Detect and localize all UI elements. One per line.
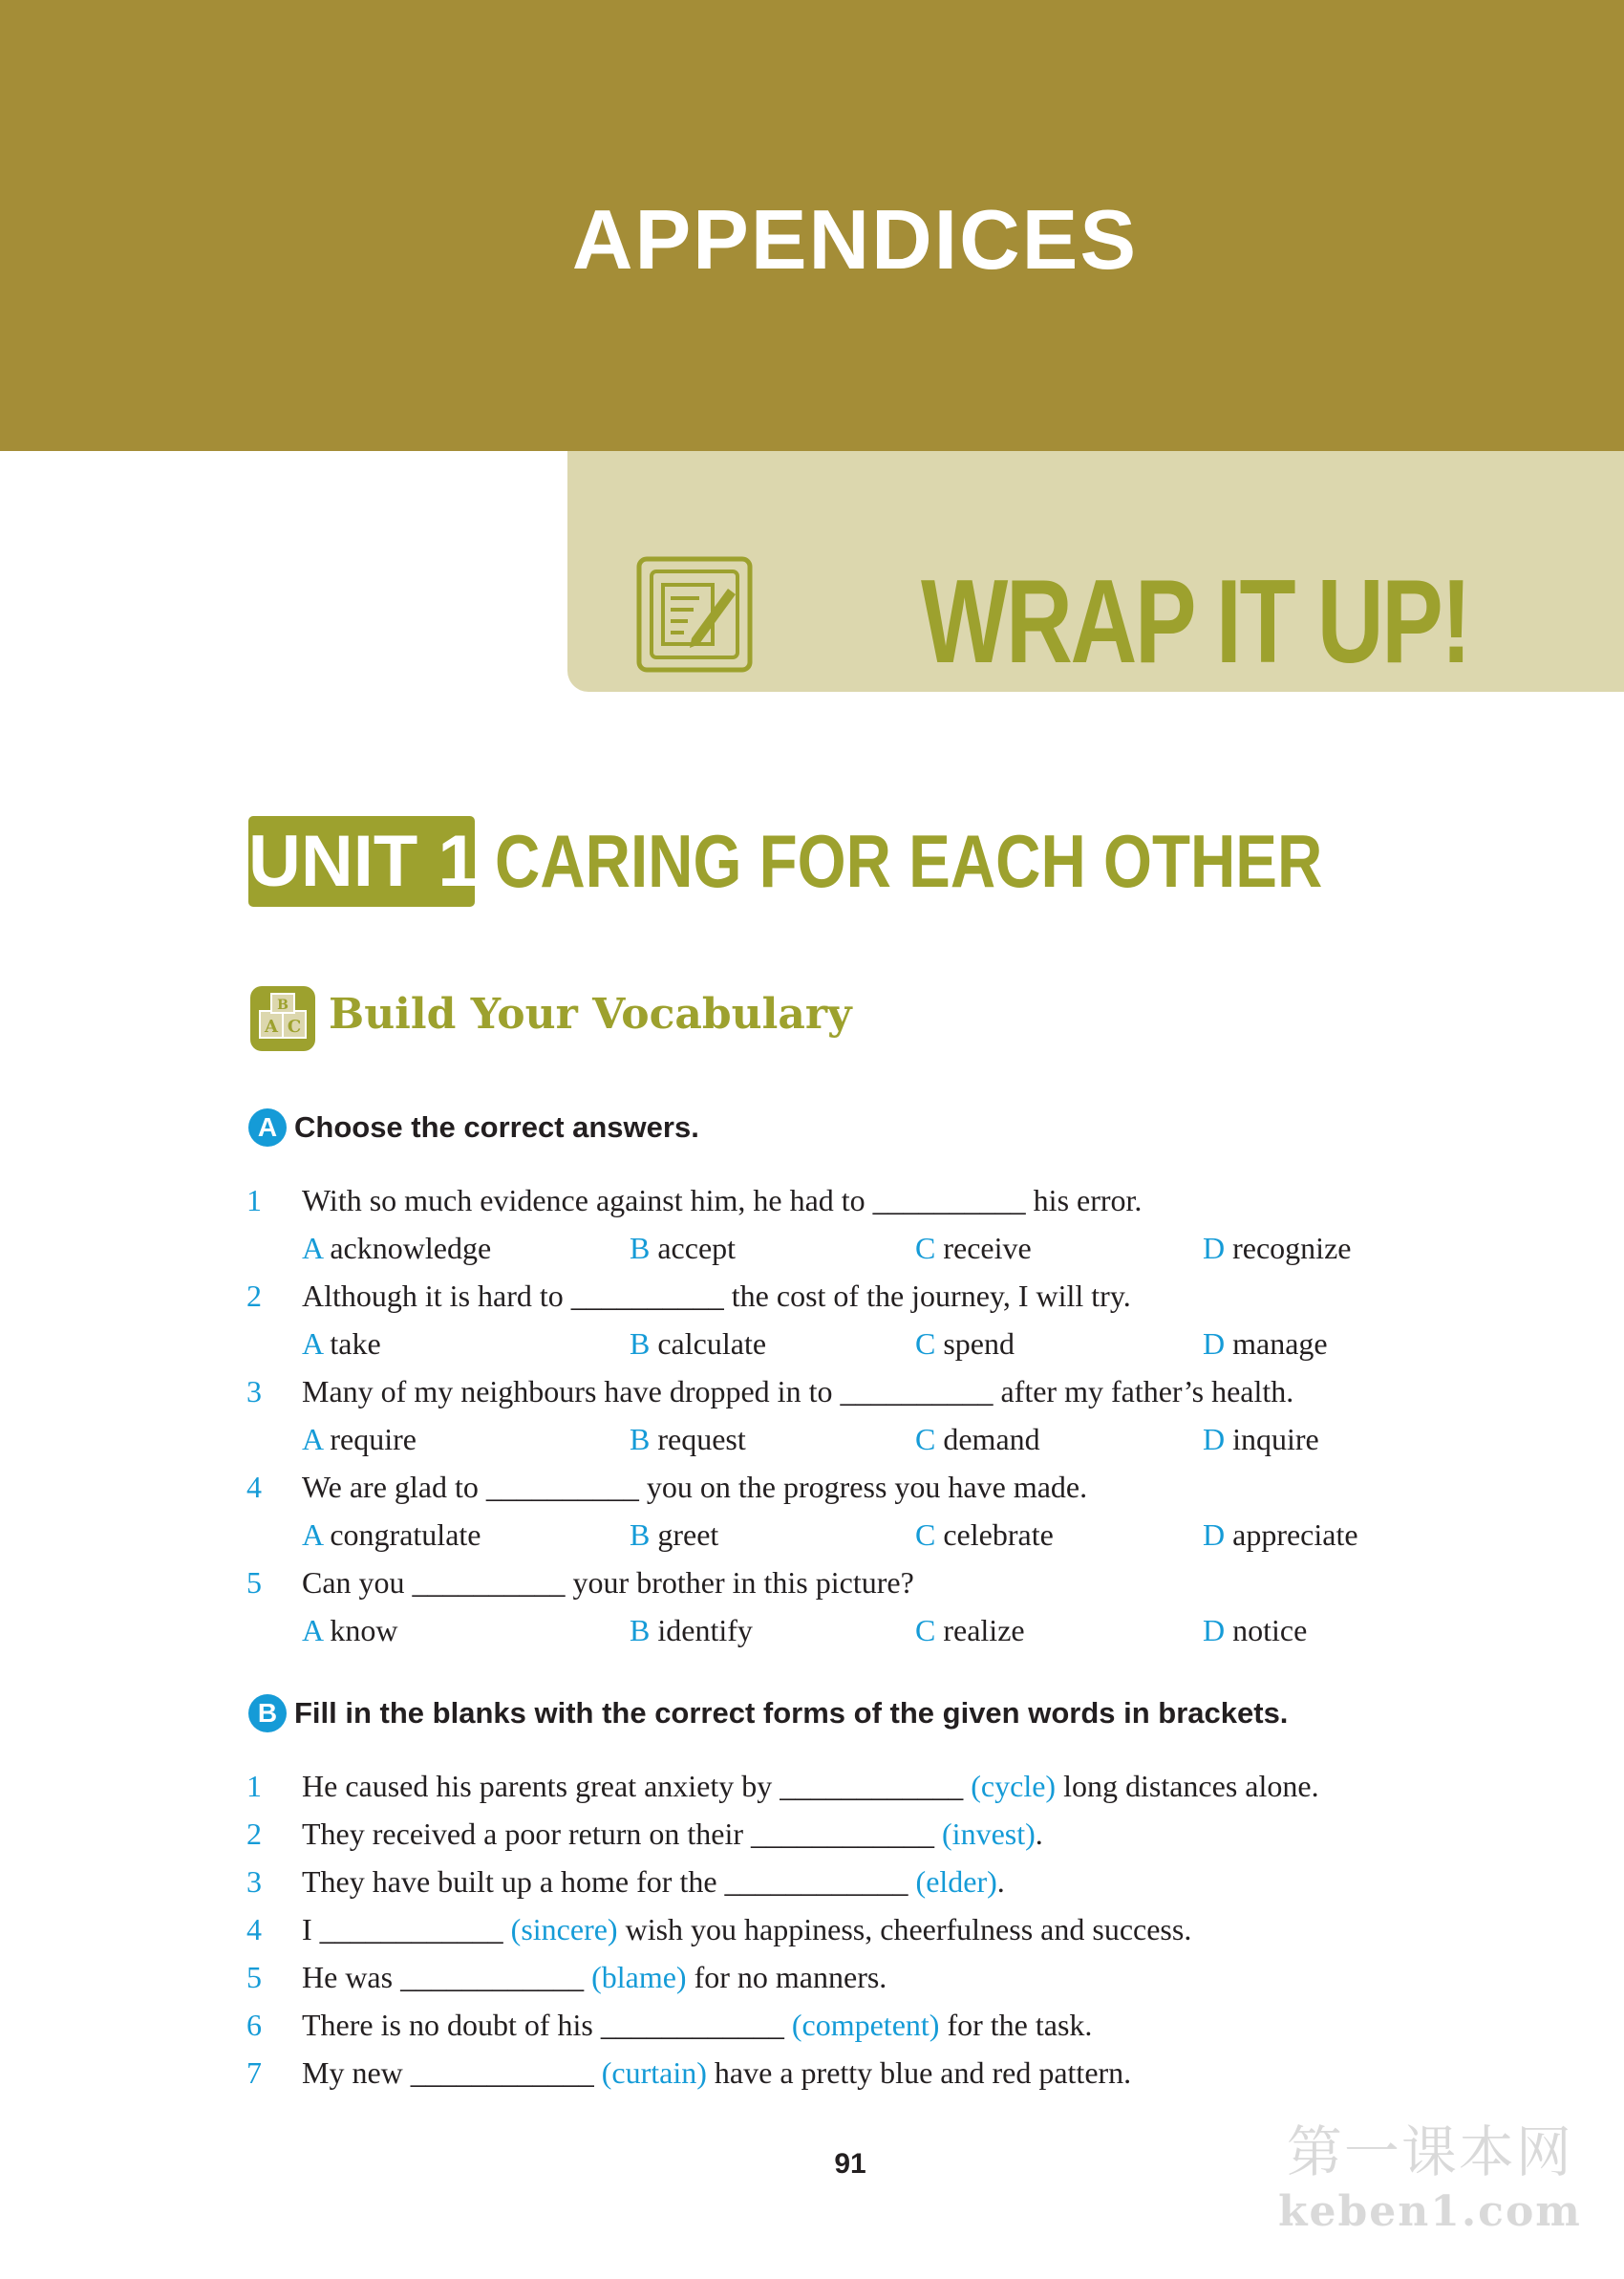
option-letter: A xyxy=(302,1613,323,1647)
option-text: manage xyxy=(1225,1326,1328,1361)
option-text: celebrate xyxy=(935,1517,1054,1552)
given-word: (competent) xyxy=(783,2008,940,2042)
edit-notebook-icon xyxy=(636,556,753,673)
unit-title: CARING FOR EACH OTHER xyxy=(495,819,1323,903)
question-text xyxy=(302,1559,914,1606)
header-band xyxy=(0,0,1624,451)
section-b-heading xyxy=(248,1692,1288,1734)
item-after: for the task. xyxy=(939,2008,1093,2042)
answer-option xyxy=(915,1224,1032,1272)
option-letter: A xyxy=(302,1422,323,1456)
question-number: 4 xyxy=(246,1470,262,1504)
answer-option xyxy=(1203,1224,1351,1272)
option-letter: D xyxy=(1203,1422,1226,1456)
option-text: take xyxy=(322,1326,381,1361)
option-text: know xyxy=(322,1613,398,1647)
option-letter: C xyxy=(915,1231,936,1265)
section-b-instruction: Fill in the blanks with the correct forms of the given words in brackets. xyxy=(294,1696,1289,1730)
question-number: 2 xyxy=(246,1279,262,1313)
item-before: My new xyxy=(302,2055,411,2090)
wrap-it-up-banner xyxy=(567,451,1624,692)
answer-option xyxy=(630,1224,736,1272)
fill-in-text xyxy=(302,1905,1191,1953)
question-before: Although it is hard to xyxy=(302,1279,571,1313)
answer-option xyxy=(302,1415,417,1463)
option-letter: C xyxy=(915,1517,936,1552)
question-text xyxy=(302,1176,1142,1224)
option-letter: A xyxy=(302,1326,323,1361)
option-letter: D xyxy=(1203,1613,1226,1647)
abc-blocks-icon xyxy=(248,984,317,1053)
answer-blank: ____________ xyxy=(400,1960,585,1994)
question-after: your brother in this picture? xyxy=(565,1565,914,1600)
answer-blank: ____________ xyxy=(724,1864,908,1899)
option-letter: D xyxy=(1203,1326,1226,1361)
question-before: With so much evidence against him, he had to xyxy=(302,1183,873,1217)
answer-option xyxy=(915,1606,1025,1654)
item-number: 2 xyxy=(246,1817,262,1851)
unit-badge: UNIT 1 xyxy=(248,816,475,907)
question-after: you on the progress you have made. xyxy=(638,1470,1088,1504)
option-text: calculate xyxy=(650,1326,767,1361)
option-text: spend xyxy=(935,1326,1015,1361)
svg-text:B: B xyxy=(277,998,288,1013)
item-number: 6 xyxy=(246,2008,262,2042)
fill-in-text xyxy=(302,2001,1092,2049)
watermark xyxy=(1278,2107,1582,2236)
fill-in-text xyxy=(302,1858,1005,1905)
page-title: APPENDICES xyxy=(571,192,1139,287)
given-word: (curtain) xyxy=(593,2055,707,2090)
option-text: accept xyxy=(650,1231,737,1265)
option-text: notice xyxy=(1225,1613,1308,1647)
item-before: He caused his parents great anxiety by xyxy=(302,1769,780,1803)
answer-option xyxy=(302,1606,397,1654)
item-before: There is no doubt of his xyxy=(302,2008,601,2042)
option-letter: D xyxy=(1203,1231,1226,1265)
option-text: require xyxy=(322,1422,417,1456)
question-number: 1 xyxy=(246,1183,262,1217)
item-before: He was xyxy=(302,1960,401,1994)
answer-blank: __________ xyxy=(570,1279,724,1313)
item-number: 3 xyxy=(246,1864,262,1899)
item-after: . xyxy=(1035,1817,1043,1851)
page-number: 91 xyxy=(834,2148,866,2180)
option-letter: D xyxy=(1203,1517,1226,1552)
section-a-instruction: Choose the correct answers. xyxy=(294,1110,699,1144)
answer-option xyxy=(302,1511,481,1559)
option-letter: C xyxy=(915,1613,936,1647)
item-number: 5 xyxy=(246,1960,262,1994)
question-number: 5 xyxy=(246,1565,262,1600)
answer-option xyxy=(1203,1606,1307,1654)
option-text: receive xyxy=(935,1231,1032,1265)
watermark-en: keben1.com xyxy=(1278,2187,1582,2236)
answer-option xyxy=(302,1320,381,1367)
watermark-cn: 第一课本网 xyxy=(1286,2119,1573,2184)
option-letter: C xyxy=(915,1326,936,1361)
option-text: congratulate xyxy=(322,1517,481,1552)
option-letter: B xyxy=(630,1517,651,1552)
option-letter: B xyxy=(630,1613,651,1647)
answer-blank: ____________ xyxy=(780,1769,964,1803)
item-before: They received a poor return on their xyxy=(302,1817,752,1851)
given-word: (elder) xyxy=(908,1864,997,1899)
section-a-heading xyxy=(248,1107,699,1149)
option-text: request xyxy=(650,1422,746,1456)
answer-blank: ____________ xyxy=(600,2008,784,2042)
item-after: long distances alone. xyxy=(1056,1769,1319,1803)
option-letter: A xyxy=(302,1231,323,1265)
answer-option xyxy=(1203,1320,1328,1367)
answer-option xyxy=(1203,1511,1358,1559)
question-number: 3 xyxy=(246,1374,262,1408)
answer-option xyxy=(915,1511,1054,1559)
option-letter: C xyxy=(915,1422,936,1456)
svg-text:C: C xyxy=(287,1017,302,1037)
item-number: 1 xyxy=(246,1769,262,1803)
option-text: appreciate xyxy=(1225,1517,1358,1552)
answer-option xyxy=(630,1415,746,1463)
option-letter: B xyxy=(630,1326,651,1361)
item-number: 7 xyxy=(246,2055,262,2090)
option-text: realize xyxy=(935,1613,1025,1647)
fill-in-text xyxy=(302,2049,1131,2096)
answer-blank: __________ xyxy=(485,1470,639,1504)
answer-blank: __________ xyxy=(412,1565,566,1600)
fill-in-text xyxy=(302,1810,1043,1858)
fill-in-text xyxy=(302,1953,887,2001)
given-word: (blame) xyxy=(584,1960,687,1994)
item-after: . xyxy=(996,1864,1005,1899)
option-letter: B xyxy=(630,1422,651,1456)
answer-blank: ____________ xyxy=(319,1912,503,1946)
question-before: Can you xyxy=(302,1565,413,1600)
item-after: for no manners. xyxy=(686,1960,887,1994)
answer-option xyxy=(302,1224,491,1272)
question-after: after my father’s health. xyxy=(993,1374,1294,1408)
given-word: (cycle) xyxy=(963,1769,1057,1803)
question-text xyxy=(302,1367,1293,1415)
option-text: demand xyxy=(935,1422,1040,1456)
option-text: inquire xyxy=(1225,1422,1319,1456)
item-before: They have built up a home for the xyxy=(302,1864,725,1899)
answer-blank: ____________ xyxy=(410,2055,594,2090)
section-a-badge: A xyxy=(248,1108,287,1147)
answer-blank: __________ xyxy=(872,1183,1026,1217)
option-text: greet xyxy=(650,1517,719,1552)
answer-option xyxy=(630,1320,766,1367)
option-text: acknowledge xyxy=(322,1231,492,1265)
item-after: have a pretty blue and red pattern. xyxy=(706,2055,1132,2090)
vocab-title: Build Your Vocabulary xyxy=(329,990,852,1039)
item-before: I xyxy=(302,1912,320,1946)
option-text: recognize xyxy=(1225,1231,1352,1265)
option-letter: A xyxy=(302,1517,323,1552)
answer-option xyxy=(1203,1415,1319,1463)
wrap-it-up-title: WRAP IT UP! xyxy=(921,556,1470,688)
fill-in-text xyxy=(302,1762,1319,1810)
section-b-badge: B xyxy=(248,1694,287,1732)
item-after: wish you happiness, cheerfulness and success. xyxy=(617,1912,1192,1946)
answer-option xyxy=(630,1511,718,1559)
question-after: the cost of the journey, I will try. xyxy=(723,1279,1131,1313)
question-before: We are glad to xyxy=(302,1470,486,1504)
answer-option xyxy=(915,1415,1040,1463)
answer-option xyxy=(630,1606,753,1654)
svg-text:A: A xyxy=(265,1017,278,1037)
question-text xyxy=(302,1272,1131,1320)
item-number: 4 xyxy=(246,1912,262,1946)
given-word: (invest) xyxy=(934,1817,1036,1851)
given-word: (sincere) xyxy=(502,1912,618,1946)
question-text xyxy=(302,1463,1087,1511)
answer-blank: __________ xyxy=(840,1374,994,1408)
question-before: Many of my neighbours have dropped in to xyxy=(302,1374,841,1408)
answer-option xyxy=(915,1320,1015,1367)
question-after: his error. xyxy=(1025,1183,1143,1217)
option-text: identify xyxy=(650,1613,753,1647)
option-letter: B xyxy=(630,1231,651,1265)
answer-blank: ____________ xyxy=(751,1817,935,1851)
